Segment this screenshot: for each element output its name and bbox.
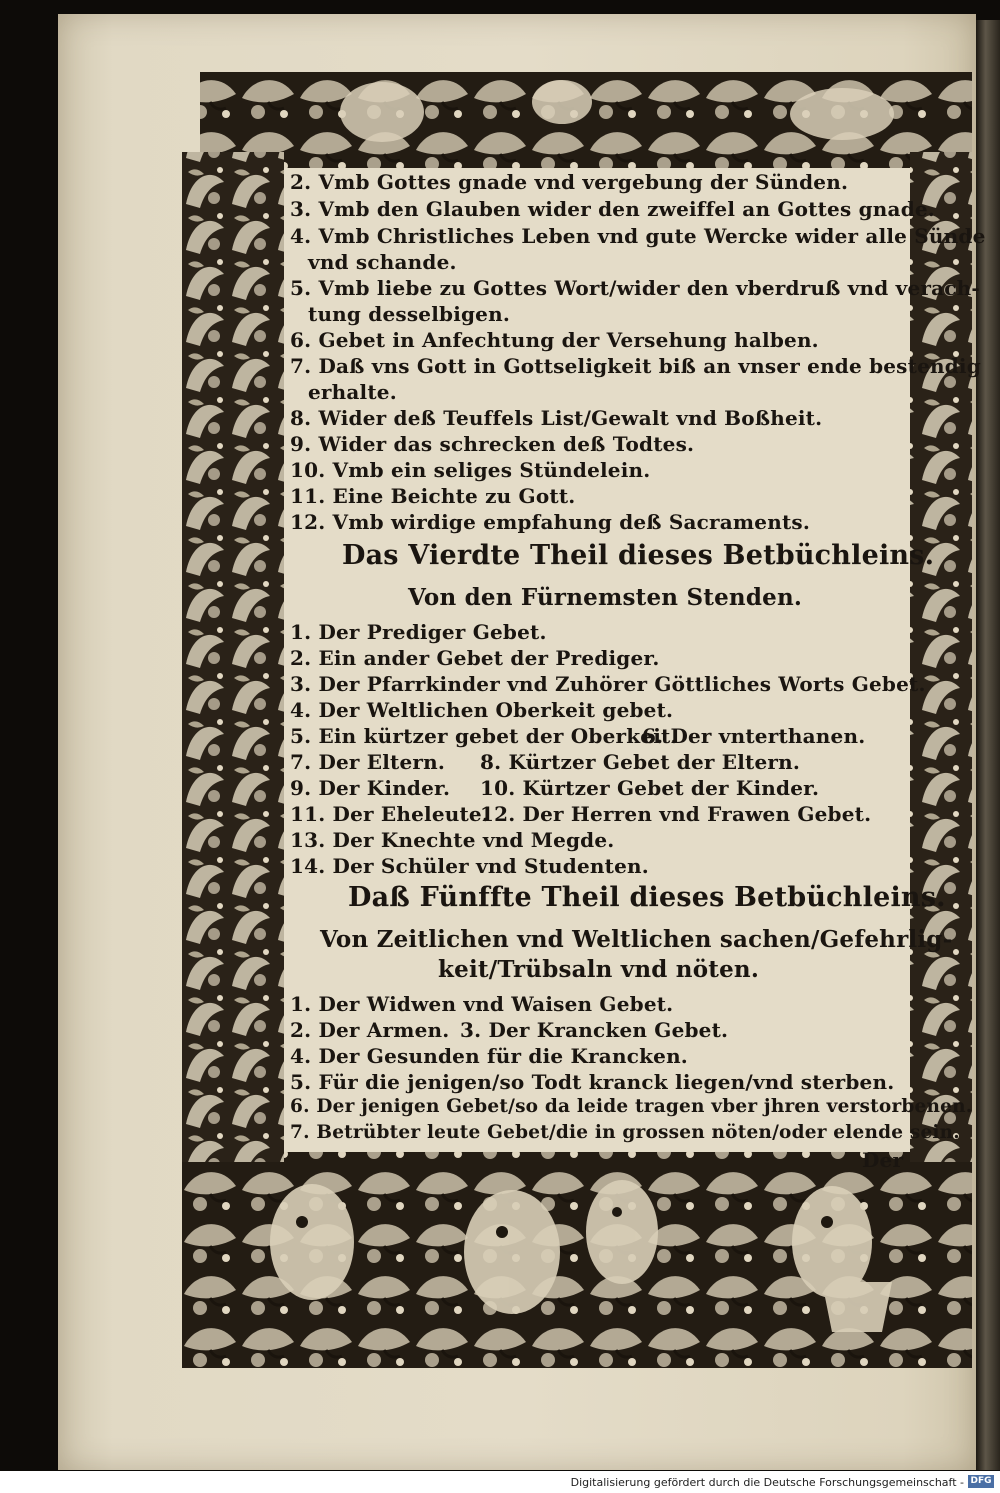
- list-item: 4. Vmb Christliches Leben vnd gute Wercke wider alle Sünde: [290, 224, 986, 248]
- list-item: 4. Der Gesunden für die Krancken.: [290, 1044, 688, 1068]
- list-item: 9. Der Kinder.: [290, 776, 451, 800]
- list-item: 10. Kürtzer Gebet der Kinder.: [480, 776, 820, 800]
- list-item: 12. Vmb wirdige empfahung deß Sacraments.: [290, 510, 811, 534]
- list-item: 7. Daß vns Gott in Gottseligkeit biß an vnser ende bestendig: [290, 354, 981, 378]
- section-heading: Daß Fünffte Theil dieses Betbüchleins.: [348, 882, 946, 913]
- list-item: 7. Betrübter leute Gebet/die in grossen nöten/oder elende sein.: [290, 1122, 960, 1143]
- list-item: 5. Vmb liebe zu Gottes Wort/wider den vberdruß vnd verach-: [290, 276, 980, 300]
- list-item: 5. Für die jenigen/so Todt kranck liegen/vnd sterben.: [290, 1070, 895, 1094]
- dfg-logo: DFG: [968, 1475, 994, 1488]
- list-item: 8. Wider deß Teuffels List/Gewalt vnd Boßheit.: [290, 406, 823, 430]
- list-item: 13. Der Knechte vnd Megde.: [290, 828, 615, 852]
- list-item-continuation: erhalte.: [308, 380, 397, 404]
- section-heading: Das Vierdte Theil dieses Betbüchleins.: [342, 540, 935, 571]
- list-item: 12. Der Herren vnd Frawen Gebet.: [480, 802, 872, 826]
- list-item: 4. Der Weltlichen Oberkeit gebet.: [290, 698, 674, 722]
- list-item: 3. Der Pfarrkinder vnd Zuhörer Göttliches Worts Gebet.: [290, 672, 926, 696]
- list-item: 11. Eine Beichte zu Gott.: [290, 484, 576, 508]
- list-item: 1. Der Widwen vnd Waisen Gebet.: [290, 992, 674, 1016]
- list-item: 1. Der Prediger Gebet.: [290, 620, 547, 644]
- list-item: 2. Ein ander Gebet der Prediger.: [290, 646, 660, 670]
- list-item: 7. Der Eltern.: [290, 750, 446, 774]
- list-item: 10. Vmb ein seliges Stündelein.: [290, 458, 651, 482]
- section-subheading: keit/Trübsaln vnd nöten.: [438, 956, 760, 983]
- list-item-continuation: tung desselbigen.: [308, 302, 511, 326]
- footer-credit: Digitalisierung gefördert durch die Deutsche Forschungsgemeinschaft -: [570, 1476, 964, 1489]
- list-item: 3. Der Krancken Gebet.: [460, 1018, 729, 1042]
- list-item: 2. Der Armen.: [290, 1018, 450, 1042]
- list-item: 5. Ein kürtzer gebet der Oberkeit.: [290, 724, 678, 748]
- list-item: 6. Der jenigen Gebet/so da leide tragen vber jhren verstorbenen.: [290, 1096, 973, 1117]
- list-item: 6. Gebet in Anfechtung der Versehung halben.: [290, 328, 819, 352]
- list-item-continuation: vnd schande.: [308, 250, 457, 274]
- list-item: 6. Der vnterthanen.: [642, 724, 866, 748]
- list-item: 8. Kürtzer Gebet der Eltern.: [480, 750, 801, 774]
- list-item: 9. Wider das schrecken deß Todtes.: [290, 432, 695, 456]
- list-item: 11. Der Eheleute.: [290, 802, 490, 826]
- list-item: 2. Vmb Gottes gnade vnd vergebung der Sünden.: [290, 170, 849, 194]
- section-subheading: Von Zeitlichen vnd Weltlichen sachen/Gefehrlig-: [320, 926, 953, 953]
- list-item: 14. Der Schüler vnd Studenten.: [290, 854, 649, 878]
- section-subheading: Von den Fürnemsten Stenden.: [408, 584, 803, 611]
- catchword: Der: [862, 1148, 904, 1172]
- list-item: 3. Vmb den Glauben wider den zweiffel an Gottes gnade.: [290, 197, 935, 221]
